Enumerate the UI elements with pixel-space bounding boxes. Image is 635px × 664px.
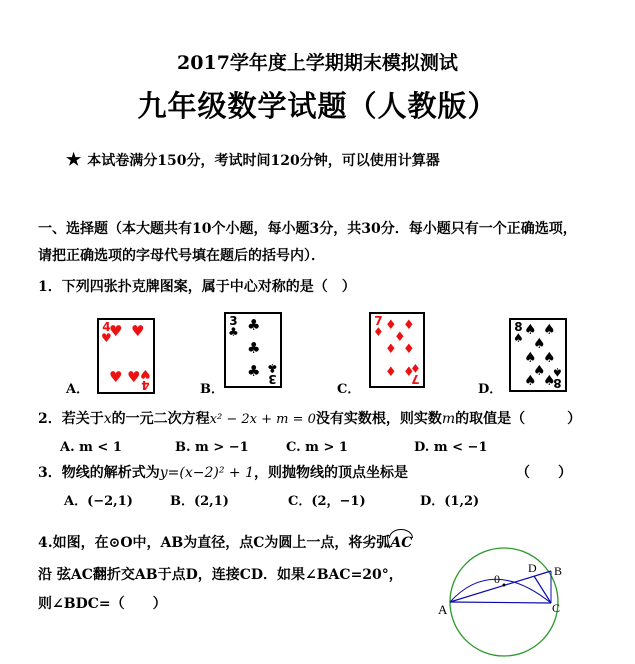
question-2-equation: x² − 2x + m = 0 (209, 412, 316, 427)
diamond-icon: ♦ (385, 318, 397, 333)
spade-icon: ♠ (524, 322, 537, 338)
question-1-option-c: C． (337, 382, 361, 397)
diameter-ab (450, 571, 551, 602)
question-3-stem: 3．物线的解析式为y=(x−2)² + 1，则抛物线的顶点坐标是 (38, 465, 408, 481)
club-icon: ♣ (247, 362, 261, 380)
spade-icon: ♠ (533, 363, 546, 379)
chord-ac (450, 602, 551, 603)
diamond-icon: ♦ (403, 365, 415, 380)
diamond-icon: ♦ (385, 365, 397, 380)
question-2-option-b: B. m > −1 (175, 440, 249, 455)
arc-ac-label: AC (390, 535, 413, 551)
question-2-option-c: C. m > 1 (286, 440, 348, 455)
spade-icon: ♠ (524, 373, 537, 389)
question-3-equation: y=(x−2)² + 1 (159, 465, 254, 481)
heart-icon: ♥ (127, 368, 141, 386)
question-3-option-b: B．(2,1) (170, 494, 229, 509)
card-b-three-of-clubs (224, 312, 282, 388)
exam-subtitle: 九年级数学试题（人教版） (137, 89, 498, 123)
question-3-option-a: A．(−2,1) (64, 494, 133, 509)
card-a-rank-corner-bottom: 4 ♥ (140, 367, 151, 392)
question-2-option-d: D. m < −1 (414, 440, 488, 455)
heart-icon: ♥ (109, 368, 123, 386)
section-heading-line1: 一、选择题（本大题共有10个小题，每小题3分，共30分．每小题只有一个正确选项， (38, 221, 577, 237)
folded-arc-ac (450, 579, 551, 603)
label-b: B (554, 564, 563, 578)
card-a-four-of-hearts (97, 318, 155, 394)
card-b-rank-corner: 3 ♣ (228, 314, 239, 339)
label-a: A (438, 602, 448, 617)
diamond-icon: ♦ (394, 330, 406, 345)
label-d: D (528, 561, 537, 575)
spade-icon: ♠ (533, 336, 546, 352)
notice-text: 本试卷满分150分，考试时间120分钟，可以使用计算器 (87, 153, 440, 169)
question-4-line2: 沿 弦AC翻折交AB于点D，连接CD．如果∠BAC=20°， (38, 567, 403, 583)
spade-icon: ♠ (543, 373, 556, 389)
question-3-option-c: C．(2，−1) (288, 494, 366, 509)
diamond-icon: ♦ (385, 342, 397, 357)
question-4-line3: 则∠BDC=（ ） (38, 596, 167, 612)
section-heading-line2: 请把正确选项的字母代号填在题后的括号内）． (38, 248, 325, 264)
question-2-stem: 2．若关于x的一元二次方程x² − 2x + m = 0没有实数根，则实数m的取值是（ ） (38, 411, 582, 427)
label-c: C (552, 601, 561, 615)
spade-icon: ♠ (543, 350, 556, 366)
card-d-rank-corner-bottom: 8 ♠ (552, 365, 563, 390)
card-b-rank-corner-bottom: 3 ♣ (267, 361, 278, 386)
question-2-option-a: A. m < 1 (60, 440, 122, 455)
heart-icon: ♥ (109, 322, 123, 340)
label-o: 0 (494, 572, 500, 586)
segment-cd (534, 576, 551, 603)
center-point (503, 584, 506, 587)
card-c-seven-of-diamonds (369, 312, 425, 388)
question-1-option-a: A． (66, 382, 90, 397)
diamond-icon: ♦ (403, 342, 415, 357)
club-icon: ♣ (247, 339, 261, 357)
question-1-option-d: D． (478, 382, 503, 397)
question-3-answer-paren: （ ） (516, 465, 572, 481)
card-d-eight-of-spades (509, 318, 567, 392)
question-4-line1: 4.如图，在⊙O中，AB为直径，点C为圆上一点，将劣弧AC (38, 535, 413, 551)
card-d-rank-corner: 8 ♠ (513, 320, 524, 345)
star-icon: ★ (66, 150, 82, 170)
question-3-option-d: D．(1,2) (420, 494, 480, 509)
heart-icon: ♥ (131, 322, 145, 340)
exam-title: 2017学年度上学期期末模拟测试 (177, 52, 458, 74)
spade-icon: ♠ (524, 350, 537, 366)
card-a-rank-corner: 4 ♥ (101, 320, 112, 345)
question-1-stem: 1．下列四张扑克牌图案，属于中心对称的是（ ） (38, 279, 356, 295)
diamond-icon: ♦ (403, 318, 415, 333)
club-icon: ♣ (247, 316, 261, 334)
exam-notice (66, 150, 440, 170)
card-c-rank-corner-bottom: 7 ♦ (410, 361, 421, 386)
question-1-option-b: B． (200, 382, 224, 397)
card-c-rank-corner: 7 ♦ (373, 314, 384, 339)
spade-icon: ♠ (543, 322, 556, 338)
circle-diagram (432, 530, 612, 660)
